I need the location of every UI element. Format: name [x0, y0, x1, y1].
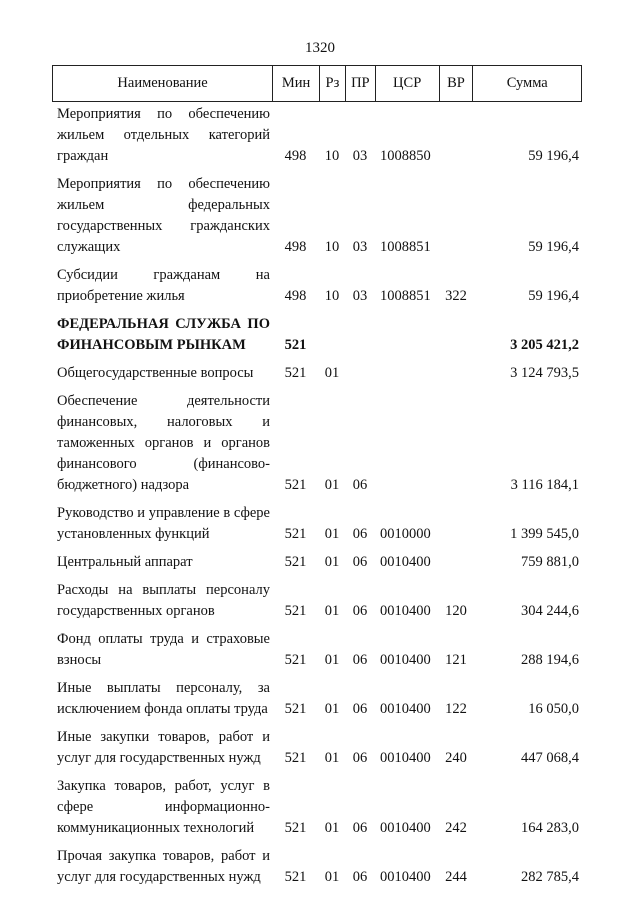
table-row-section	[52, 314, 582, 356]
cell-sum: 1 399 545,0	[510, 526, 579, 542]
table-row	[52, 776, 582, 839]
cell-sum: 447 068,4	[521, 750, 579, 766]
cell-pr: 06	[352, 820, 368, 836]
cell-vr: 120	[445, 603, 467, 619]
table-row	[52, 678, 582, 720]
cell-sum: 59 196,4	[528, 239, 579, 255]
cell-rz: 01	[324, 652, 340, 668]
cell-sum: 164 283,0	[521, 820, 579, 836]
cell-rz: 01	[324, 554, 340, 570]
cell-rz: 01	[324, 526, 340, 542]
cell-vr: 322	[445, 288, 467, 304]
cell-csr: 1008850	[380, 148, 431, 164]
cell-pr: 06	[352, 554, 368, 570]
cell-pr: 03	[352, 239, 368, 255]
cell-name: Закупка товаров, работ, услуг в сфере информационно-коммуникационных технологий	[57, 778, 270, 836]
cell-rz: 10	[324, 288, 340, 304]
cell-name: Руководство и управление в сфере установленных функций	[57, 505, 270, 542]
table-body	[52, 104, 582, 895]
cell-sum: 759 881,0	[521, 554, 579, 570]
header-csr: ЦСР	[375, 66, 439, 101]
cell-min: 521	[284, 526, 307, 542]
header-min: Мин	[272, 66, 319, 101]
header-sum: Сумма	[472, 66, 581, 101]
cell-csr: 0010000	[380, 526, 431, 542]
cell-vr: 244	[445, 869, 467, 885]
cell-csr: 0010400	[380, 652, 431, 668]
cell-rz: 10	[324, 239, 340, 255]
cell-rz: 01	[324, 820, 340, 836]
cell-pr: 06	[352, 701, 368, 717]
cell-pr: 03	[352, 148, 368, 164]
cell-sum: 282 785,4	[521, 869, 579, 885]
table-row	[52, 580, 582, 622]
cell-pr: 06	[352, 526, 368, 542]
cell-rz: 01	[324, 603, 340, 619]
cell-rz: 01	[324, 869, 340, 885]
cell-vr: 242	[445, 820, 467, 836]
cell-rz: 01	[324, 477, 340, 493]
cell-name: Расходы на выплаты персоналу государственных органов	[57, 582, 270, 619]
cell-name: ФЕДЕРАЛЬНАЯ СЛУЖБА ПО ФИНАНСОВЫМ РЫНКАМ	[57, 316, 270, 353]
cell-name: Обеспечение деятельности финансовых, налоговых и таможенных органов и органов финансового (финансово-бюджетного) надзора	[57, 393, 270, 493]
cell-vr: 122	[445, 701, 467, 717]
cell-pr: 06	[352, 869, 368, 885]
cell-min: 521	[284, 337, 307, 353]
page-number: 1320	[305, 40, 335, 56]
cell-rz: 01	[324, 701, 340, 717]
cell-csr: 0010400	[380, 750, 431, 766]
cell-min: 498	[284, 288, 307, 304]
cell-vr: 240	[445, 750, 467, 766]
header-name: Наименование	[117, 75, 208, 91]
cell-name: Мероприятия по обеспечению жильем отдельных категорий граждан	[57, 106, 270, 164]
cell-csr: 0010400	[380, 701, 431, 717]
cell-vr: 121	[445, 652, 467, 668]
cell-min: 521	[284, 750, 307, 766]
cell-pr: 03	[352, 288, 368, 304]
cell-rz: 10	[324, 148, 340, 164]
cell-min: 498	[284, 148, 307, 164]
table-row	[52, 503, 582, 545]
table-header	[52, 65, 582, 102]
cell-pr: 06	[352, 652, 368, 668]
cell-min: 521	[284, 554, 307, 570]
cell-min: 521	[284, 603, 307, 619]
header-pr: ПР	[345, 66, 375, 101]
cell-min: 498	[284, 239, 307, 255]
cell-min: 521	[284, 652, 307, 668]
cell-sum: 3 205 421,2	[510, 337, 579, 353]
cell-sum: 288 194,6	[521, 652, 579, 668]
cell-sum: 3 116 184,1	[510, 477, 579, 493]
cell-csr: 0010400	[380, 554, 431, 570]
cell-name: Прочая закупка товаров, работ и услуг для государственных нужд	[57, 848, 270, 885]
cell-name: Центральный аппарат	[57, 554, 193, 570]
cell-pr: 06	[352, 477, 368, 493]
table-row	[52, 265, 582, 307]
table-row	[52, 391, 582, 496]
table-row	[52, 727, 582, 769]
cell-csr: 1008851	[380, 239, 431, 255]
cell-sum: 3 124 793,5	[510, 365, 579, 381]
table-row	[52, 104, 582, 167]
cell-csr: 0010400	[380, 869, 431, 885]
cell-sum: 59 196,4	[528, 288, 579, 304]
cell-sum: 16 050,0	[528, 701, 579, 717]
table-row	[52, 552, 582, 573]
cell-name: Иные выплаты персоналу, за исключением фонда оплаты труда	[57, 680, 270, 717]
cell-rz: 01	[324, 750, 340, 766]
cell-name: Субсидии гражданам на приобретение жилья	[57, 267, 270, 304]
cell-csr: 0010400	[380, 820, 431, 836]
cell-rz: 01	[324, 365, 340, 381]
cell-name: Фонд оплаты труда и страховые взносы	[57, 631, 270, 668]
table-row	[52, 174, 582, 258]
cell-pr: 06	[352, 603, 368, 619]
cell-min: 521	[284, 869, 307, 885]
header-rz: Рз	[319, 66, 345, 101]
cell-sum: 304 244,6	[521, 603, 579, 619]
cell-sum: 59 196,4	[528, 148, 579, 164]
cell-min: 521	[284, 820, 307, 836]
cell-csr: 1008851	[380, 288, 431, 304]
table-row	[52, 363, 582, 384]
table-row	[52, 629, 582, 671]
cell-min: 521	[284, 365, 307, 381]
cell-name: Мероприятия по обеспечению жильем федеральных государственных гражданских служащих	[57, 176, 270, 255]
cell-min: 521	[284, 477, 307, 493]
cell-csr: 0010400	[380, 603, 431, 619]
header-vr: ВР	[439, 66, 473, 101]
cell-pr: 06	[352, 750, 368, 766]
cell-name: Иные закупки товаров, работ и услуг для государственных нужд	[57, 729, 270, 766]
cell-name: Общегосударственные вопросы	[57, 365, 254, 381]
cell-min: 521	[284, 701, 307, 717]
table-row	[52, 846, 582, 888]
